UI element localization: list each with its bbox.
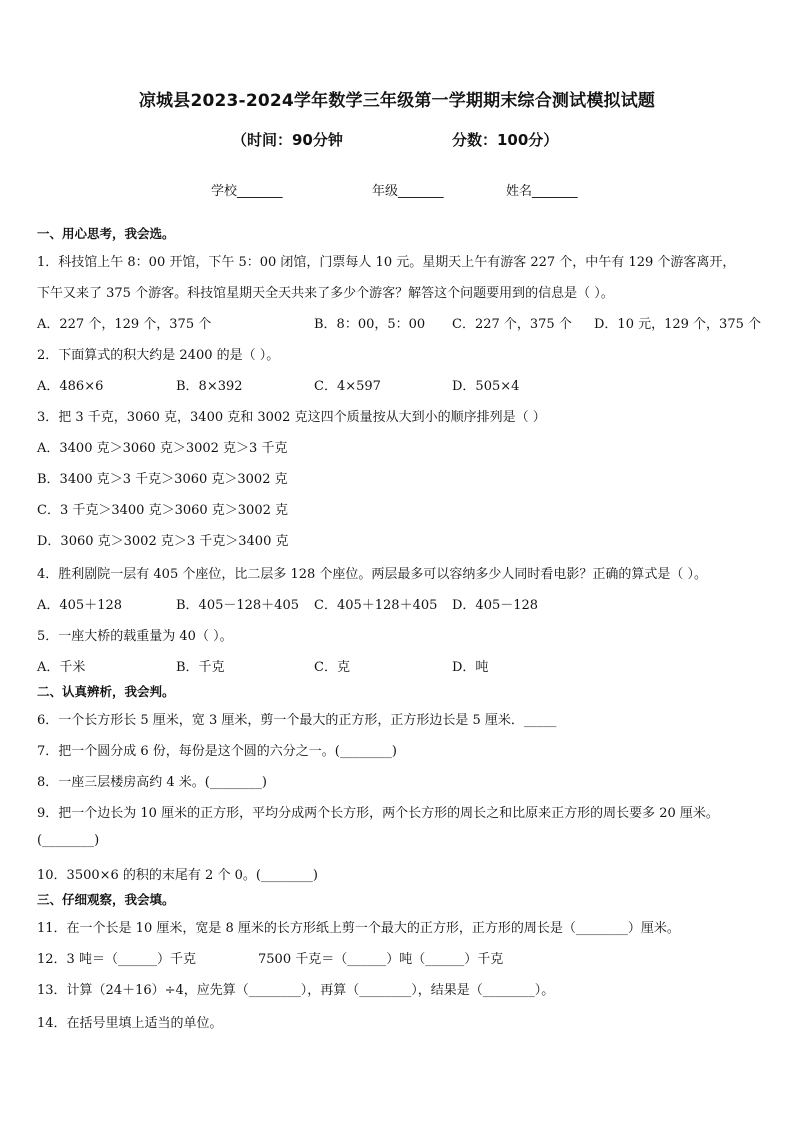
question-6: 6．一个长方形长 5 厘米，宽 3 厘米，剪一个最大的正方形，正方形边长是 5 厘米．_____ <box>37 713 557 728</box>
question-1-line-1: 1．科技馆上午 8：00 开馆，下午 5：00 闭馆，门票每人 10 元。星期天上午有游客 227 个，中午有 129 个游客离开， <box>37 255 736 270</box>
q5-option-a[interactable]: A．千米 <box>37 660 86 675</box>
q2-option-b[interactable]: B．8×392 <box>176 379 243 394</box>
page-title: 凉城县2023-2024学年数学三年级第一学期期末综合测试模拟试题 <box>138 91 656 111</box>
q5-option-d[interactable]: D．吨 <box>452 660 489 675</box>
q4-option-a[interactable]: A．405＋128 <box>37 598 123 613</box>
section-2-title: 二、认真辨析，我会判。 <box>37 684 175 699</box>
question-1-line-2: 下午又来了 375 个游客。科技馆星期天全天共来了多少个游客？解答这个问题要用到的信息是（ ）。 <box>37 286 614 301</box>
exam-score: 分数：100分） <box>452 131 559 149</box>
name-field[interactable]: 姓名_______ <box>506 184 578 199</box>
question-11: 11．在一个长是 10 厘米，宽是 8 厘米的长方形纸上剪一个最大的正方形，正方形的周长是（________）厘米。 <box>37 921 680 936</box>
question-5: 5．一座大桥的载重量为 40（ ）。 <box>37 629 233 644</box>
q4-option-c[interactable]: C．405＋128＋405 <box>314 598 438 613</box>
exam-time: （时间：90分钟 <box>232 131 343 149</box>
q1-option-d[interactable]: D．10 元，129 个，375 个 <box>594 317 761 332</box>
question-10: 10．3500×6 的积的末尾有 2 个 0。(________) <box>37 868 319 883</box>
q1-option-b[interactable]: B．8：00，5：00 <box>314 317 426 332</box>
question-9-line-1: 9．把一个边长为 10 厘米的正方形，平均分成两个长方形，两个长方形的周长之和比原来正方形的周长要多 20 厘米。 <box>37 806 719 821</box>
q4-option-b[interactable]: B．405－128＋405 <box>176 598 299 613</box>
question-12-part-a: 12．3 吨＝（______）千克 <box>37 952 196 967</box>
q2-option-a[interactable]: A．486×6 <box>37 379 104 394</box>
question-3: 3．把 3 千克，3060 克，3400 克和 3002 克这四个质量按从大到小的顺序排列是（ ） <box>37 410 546 425</box>
q2-option-c[interactable]: C．4×597 <box>314 379 381 394</box>
q3-option-b[interactable]: B．3400 克＞3 千克＞3060 克＞3002 克 <box>37 472 288 487</box>
school-field[interactable]: 学校_______ <box>211 184 283 199</box>
q3-option-d[interactable]: D．3060 克＞3002 克＞3 千克＞3400 克 <box>37 534 289 549</box>
question-2: 2．下面算式的积大约是 2400 的是（ ）。 <box>37 348 280 363</box>
question-7: 7．把一个圆分成 6 份，每份是这个圆的六分之一。(________) <box>37 744 397 759</box>
question-4: 4．胜利剧院一层有 405 个座位，比二层多 128 个座位。两层最多可以容纳多少人同时看电影？正确的算式是（ ）。 <box>37 567 708 582</box>
q3-option-c[interactable]: C．3 千克＞3400 克＞3060 克＞3002 克 <box>37 503 288 518</box>
section-3-title: 三、仔细观察，我会填。 <box>37 892 175 907</box>
question-13: 13．计算（24＋16）÷4，应先算（________），再算（________），结果是（________）。 <box>37 983 555 998</box>
q4-option-d[interactable]: D．405－128 <box>452 598 539 613</box>
section-1-title: 一、用心思考，我会选。 <box>37 226 175 241</box>
q2-option-d[interactable]: D．505×4 <box>452 379 520 394</box>
q5-option-b[interactable]: B．千克 <box>176 660 225 675</box>
q5-option-c[interactable]: C．克 <box>314 660 350 675</box>
grade-field[interactable]: 年级_______ <box>372 184 444 199</box>
q1-option-a[interactable]: A．227 个，129 个，375 个 <box>37 317 212 332</box>
q1-option-c[interactable]: C．227 个，375 个 <box>452 317 572 332</box>
question-14: 14．在括号里填上适当的单位。 <box>37 1016 223 1031</box>
q3-option-a[interactable]: A．3400 克＞3060 克＞3002 克＞3 千克 <box>37 441 288 456</box>
question-8: 8．一座三层楼房高约 4 米。(________) <box>37 775 267 790</box>
question-12-part-b: 7500 千克＝（______）吨（______）千克 <box>258 952 504 967</box>
question-9-line-2: (________) <box>37 833 100 848</box>
